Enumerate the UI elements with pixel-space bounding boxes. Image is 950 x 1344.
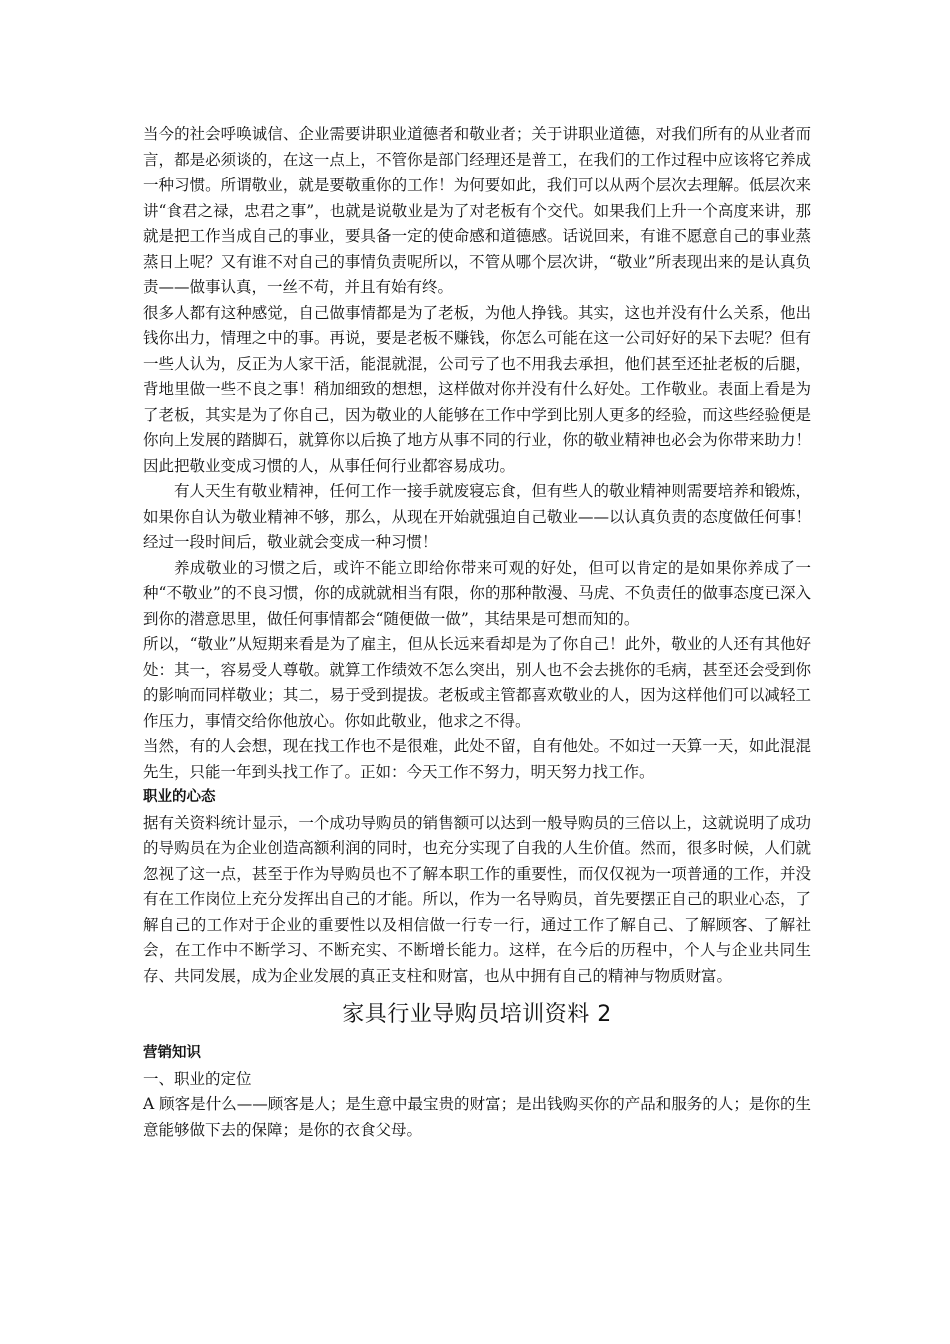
paragraph-working-for-boss: 很多人都有这种感觉，自己做事情都是为了老板，为他人挣钱。其实，这也并没有什么关系，他出钱你出力，情理之中的事。再说，要是老板不赚钱，你怎么可能在这一公司好好的呆下去呢？但有一些人认为，反正为人家干活，能混就混，公司亏了也不用我去承担，他们甚至还扯老板的后腿，背地里做一些不良之事！稍加细致的想想，这样做对你并没有什么好处。工作敬业。表面上看是为了老板，其实是为了你自己，因为敬业的人能够在工作中学到比别人更多的经验，而这些经验便是你向上发展的踏脚石，就算你以后换了地方从事不同的行业，你的敬业精神也必会为你带来助力！因此把敬业变成习惯的人，从事任何行业都容易成功。: [143, 303, 811, 475]
paragraph-what-is-customer: A 顾客是什么——顾客是人；是生意中最宝贵的财富；是出钱购买你的产品和服务的人；是你的生意能够做下去的保障；是你的衣食父母。: [143, 1095, 811, 1139]
paragraph-cultivating-dedication: 有人天生有敬业精神，任何工作一接手就废寝忘食，但有些人的敬业精神则需要培养和锻炼，如果你自认为敬业精神不够，那么，从现在开始就强迫自己敬业——以认真负责的态度做任何事！经过一段时间后，敬业就会变成一种习惯！: [143, 482, 811, 551]
paragraph-dedication-benefits: 所以，“敬业”从短期来看是为了雇主，但从长远来看却是为了你自己！此外，敬业的人还有其他好处：其一，容易受人尊敬。就算工作绩效不怎么突出，别人也不会去挑你的毛病，甚至还会受到你的影响而同样敬业；其二，易于受到提拔。老板或主管都喜欢敬业的人，因为这样他们可以减轻工作压力，事情交给你他放心。你如此敬业，他求之不得。: [143, 635, 811, 730]
paragraph-work-ethics-intro: 当今的社会呼唤诚信、企业需要讲职业道德者和敬业者；关于讲职业道德，对我们所有的从业者而言，都是必须谈的，在这一点上，不管你是部门经理还是普工，在我们的工作过程中应该将它养成一种习惯。所谓敬业，就是要敬重你的工作！为何要如此，我们可以从两个层次去理解。低层次来讲“食君之禄，忠君之事”，也就是说敬业是为了对老板有个交代。如果我们上升一个高度来讲，那就是把工作当成自己的事业，要具备一定的使命感和道德感。话说回来，有谁不愿意自己的事业蒸蒸日上呢？又有谁不对自己的事情负责呢所以，不管从哪个层次讲，“敬业”所表现出来的是认真负责——做事认真，一丝不苟，并且有始有终。: [143, 125, 811, 296]
paragraph-professional-mindset: 据有关资料统计显示，一个成功导购员的销售额可以达到一般导购员的三倍以上，这就说明了成功的导购员在为企业创造高额利润的同时，也充分实现了自我的人生价值。然而，很多时候，人们就忽视了这一点，甚至于作为导购员也不了解本职工作的重要性，而仅仅视为一项普通的工作，并没有在工作岗位上充分发挥出自己的才能。所以，作为一名导购员，首先要摆正自己的职业心态，了解自己的工作对于企业的重要性以及相信做一行专一行，通过工作了解自己、了解顾客、了解社会，在工作中不断学习、不断充实、不断增长能力。这样，在今后的历程中，个人与企业共同生存、共同发展，成为企业发展的真正支柱和财富，也从中拥有自己的精神与物质财富。: [143, 813, 811, 985]
paragraph-habit-consequences: 养成敬业的习惯之后，或许不能立即给你带来可观的好处，但可以肯定的是如果你养成了一种“不敬业”的不良习惯，你的成就就相当有限，你的那种散漫、马虎、不负责任的做事态度已深入到你的潜意思里，做任何事情都会“随便做一做”，其结果是可想而知的。: [143, 558, 811, 628]
heading-marketing-knowledge: 营销知识: [143, 1045, 201, 1061]
document-title: 家具行业导购员培训资料 2: [342, 1002, 612, 1027]
heading-professional-mindset: 职业的心态: [143, 789, 216, 805]
document-page: [143, 122, 811, 1143]
subheading-career-positioning: 一、职业的定位: [143, 1069, 252, 1088]
paragraph-job-hopping: 当然，有的人会想，现在找工作也不是很难，此处不留，自有他处。不如过一天算一天，如此混混先生，只能一年到头找工作了。正如：今天工作不努力，明天努力找工作。: [143, 737, 811, 781]
